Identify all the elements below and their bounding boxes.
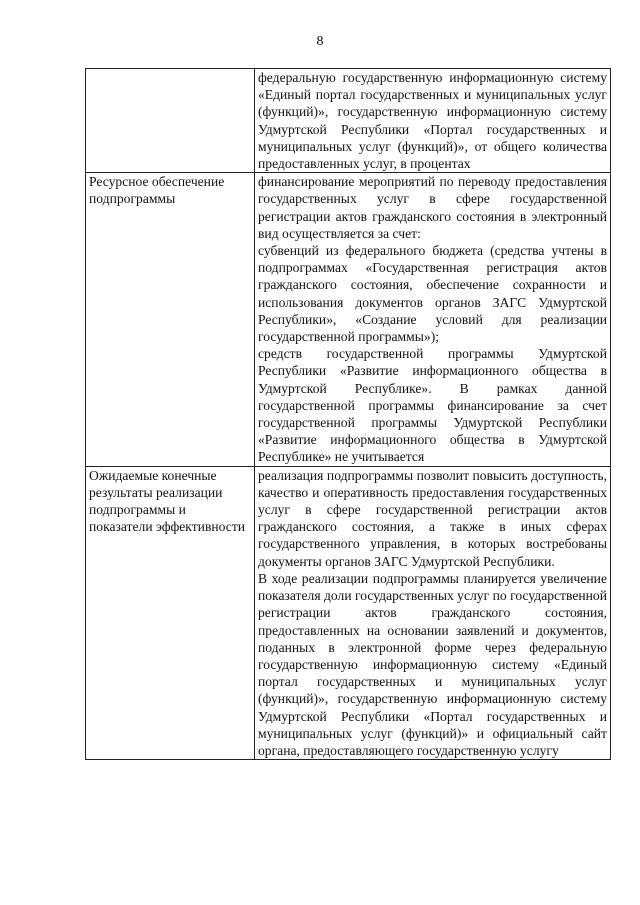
paragraph: средств государственной программы Удмуртской Республики «Развитие информационного общества в Удмуртской Республике». В рамках данной государственной программы финансирование за счет государственной программы Удмуртской Республики «Развитие информационного общества в Удмуртской Республике» не учитывается [258, 346, 607, 465]
subprogram-passport-table [85, 68, 611, 760]
table-row [86, 69, 611, 173]
row-content [255, 466, 611, 759]
paragraph: финансирование мероприятий по переводу предоставления государственных услуг в сфере государственной регистрации актов гражданского состояния в электронный вид осуществляется за счет: [258, 174, 607, 241]
row-label: Ожидаемые конечные результаты реализации подпрограммы и показатели эффективности [86, 466, 255, 759]
row-content [255, 69, 611, 173]
table-row [86, 466, 611, 759]
table-row [86, 173, 611, 466]
paragraph: субвенций из федерального бюджета (средства учтены в подпрограммах «Государственная регистрация актов гражданского состояния, обеспечение сохранности и использования документов органов ЗАГС Удмуртской Республики», «Создание условий для реализации государственной программы»); [258, 243, 607, 345]
page-number: 8 [316, 34, 324, 49]
paragraph: федеральную государственную информационную систему «Единый портал государственных и муниципальных услуг (функций)», государственную информационную систему Удмуртской Республики «Портал государственных и муниципальных услуг (функций)», от общего количества предоставленных услуг, в процентах [258, 70, 607, 172]
paragraph: В ходе реализации подпрограммы планируется увеличение показателя доли государственных услуг по государственной регистрации актов гражданского состояния, предоставленных на основании заявлений и документов, поданных в электронной форме через федеральную государственную информационную систему «Единый портал государственных и муниципальных услуг (функций)», государственную информационную систему Удмуртской Республики «Портал государственных и муниципальных услуг (функций)» и официальный сайт органа, предоставляющего государственную услугу [258, 570, 607, 758]
row-label: Ресурсное обеспечение подпрограммы [86, 173, 255, 466]
row-label [86, 69, 255, 173]
row-content [255, 173, 611, 466]
paragraph: реализация подпрограммы позволит повысить доступность, качество и оперативность предоставления государственных услуг в сфере государственной регистрации актов гражданского состояния, а также в иных сферах государственного управления, в которых востребованы документы органов ЗАГС Удмуртской Республики. [258, 467, 607, 569]
